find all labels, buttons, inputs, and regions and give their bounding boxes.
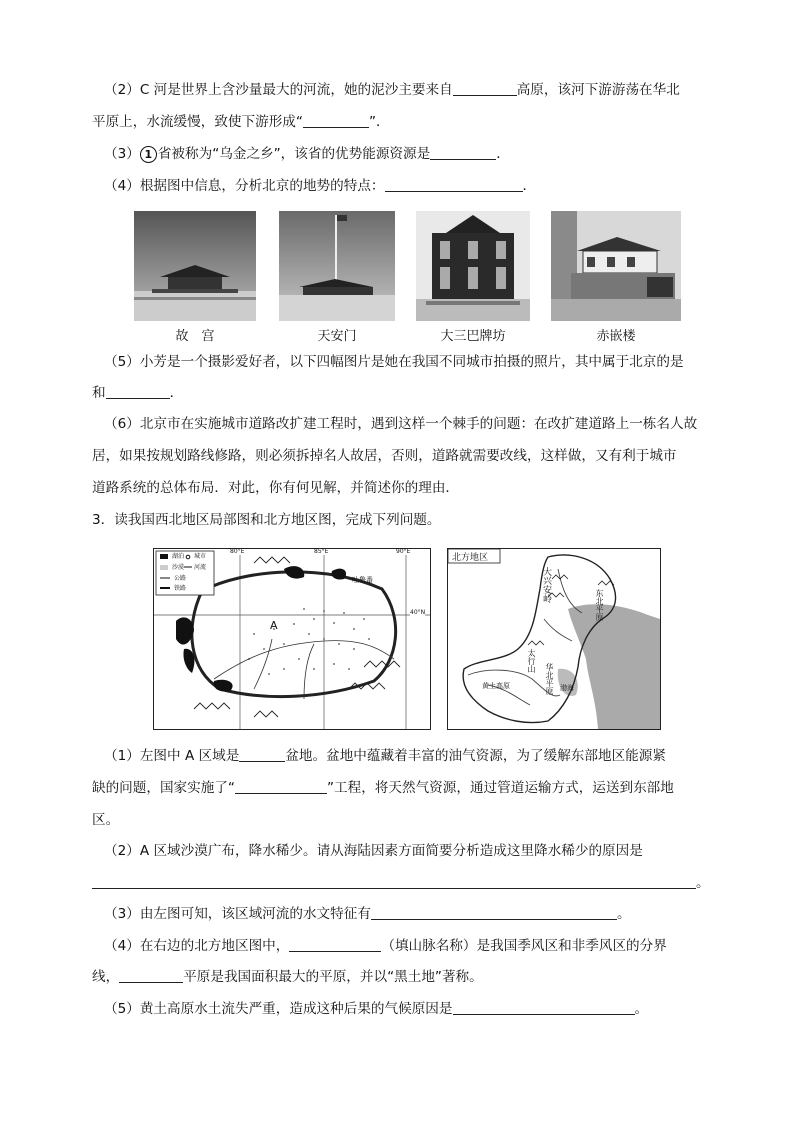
map-label: 黄土高原 <box>482 682 510 690</box>
question-2-6-line2: 居，如果按规划路线修路，则必须拆掉名人故居，否则，道路就需要改线，这样做，又有利于城市 <box>92 448 677 464</box>
map-label: 东北平原 <box>595 589 604 621</box>
question-2-2-line1: （2）C 河是世界上含沙量最大的河流，她的泥沙主要来自 高原，该河下游游荡在华北 <box>104 82 680 98</box>
longitude-label: 80°E <box>230 548 245 555</box>
circled-number-1: 1 <box>140 146 157 163</box>
legend-label: 公路 <box>174 575 187 582</box>
question-2-4: （4）根据图中信息，分析北京的地势的特点： ． <box>104 178 537 194</box>
question-3-3: （3）由左图可知，该区域河流的水文特征有 。 <box>104 906 631 922</box>
question-3-1-line3: 区。 <box>92 812 120 828</box>
legend-label: 湖泊 <box>172 553 185 560</box>
photo-caption: 天安门 <box>317 329 357 344</box>
answer-blank[interactable] <box>106 384 170 399</box>
answer-blank[interactable] <box>289 937 381 952</box>
question-3-5: （5）黄土高原水土流失严重，造成这种后果的气候原因是 。 <box>104 1001 649 1017</box>
photo-forbidden-city <box>134 211 256 321</box>
legend-label: 城市 <box>194 553 207 560</box>
answer-blank[interactable] <box>453 1000 635 1015</box>
region-a-label: A <box>270 619 278 632</box>
map-label: 大兴安岭 <box>541 567 551 603</box>
map-label: 华北平原 <box>545 663 554 695</box>
question-3-2-line1: （2）A 区域沙漠广布，降水稀少。请从海陆因素方面简要分析造成这里降水稀少的原因是 <box>104 843 643 859</box>
answer-blank[interactable] <box>371 905 617 920</box>
answer-blank[interactable] <box>235 779 327 794</box>
answer-blank[interactable] <box>303 113 369 128</box>
question-3-4-line1: （4）在右边的北方地区图中， （填山脉名称）是我国季风区和非季风区的分界 <box>104 938 667 954</box>
photo-caption: 赤嵌楼 <box>596 329 636 344</box>
answer-blank[interactable] <box>385 177 523 192</box>
question-3-2-line2: 。 <box>92 873 722 893</box>
photo-ruins-of-st-paul <box>416 211 530 321</box>
question-2-6-line1: （6）北京市在实施城市道路改扩建工程时，遇到这样一个棘手的问题：在改扩建道路上一栋名人故 <box>104 416 698 432</box>
answer-blank[interactable] <box>430 145 496 160</box>
city-label-turpan: 吐鲁番 <box>352 576 373 584</box>
question-3-4-line2: 线， 平原是我国面积最大的平原，并以“黑土地”著称。 <box>92 969 483 985</box>
map-label: 太行山 <box>527 649 536 673</box>
question-2-5-line2: 和 ． <box>92 385 184 401</box>
question-3-1-line1: （1）左图中 A 区域是 盆地。盆地中蕴藏着丰富的油气资源，为了缓解东部地区能源紧 <box>104 748 666 764</box>
answer-blank[interactable] <box>239 747 285 762</box>
answer-blank[interactable] <box>119 968 183 983</box>
question-3-title: 3．读我国西北地区局部图和北方地区图，完成下列问题。 <box>92 512 441 528</box>
question-2-3: （3） 1 省被称为“乌金之乡”，该省的优势能源资源是 ． <box>104 146 510 162</box>
photo-chikan-tower <box>551 211 681 321</box>
latitude-label: 40°N <box>410 609 426 616</box>
answer-blank[interactable] <box>453 81 517 96</box>
longitude-label: 85°E <box>314 548 329 555</box>
map-label: 渤海 <box>560 684 574 692</box>
photo-tiananmen <box>279 211 395 321</box>
photo-caption: 大三巴牌坊 <box>440 329 506 344</box>
question-3-1-line2: 缺的问题，国家实施了“ ”工程，将天然气资源，通过管道运输方式，运送到东部地 <box>92 780 674 796</box>
map-title: 北方地区 <box>452 553 489 563</box>
longitude-label: 90°E <box>396 548 411 555</box>
question-2-5-line1: （5）小芳是一个摄影爱好者，以下四幅图片是她在我国不同城市拍摄的照片，其中属于北京的是 <box>104 354 684 370</box>
legend-label: 沙漠 <box>172 564 185 571</box>
northwest-region-map <box>153 548 431 730</box>
answer-blank[interactable] <box>92 874 696 889</box>
question-2-2-line2: 平原上，水流缓慢，致使下游形成“ ”． <box>92 114 390 130</box>
question-2-6-line3: 道路系统的总体布局．对此，你有何见解，并简述你的理由． <box>92 480 460 496</box>
photo-caption: 故 宫 <box>175 329 215 344</box>
legend-label: 河流 <box>194 564 207 571</box>
legend-label: 铁路 <box>174 585 187 592</box>
northern-region-map <box>447 548 661 730</box>
